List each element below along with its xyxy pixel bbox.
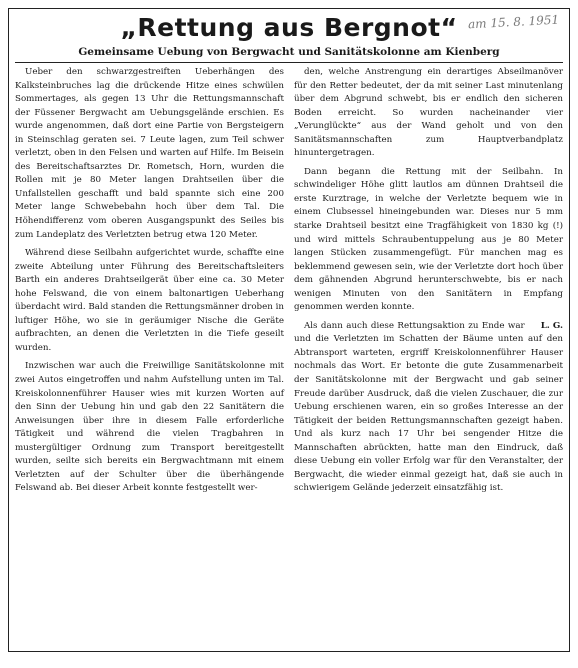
newspaper-clipping <box>8 8 570 652</box>
paragraph: Ueber den schwarzgestreiften Ueberhängen des Kalksteinbruches lag die drückende Hitze eines schwülen Sommertages, als gegen 13 Uhr die Rettungsmannschaft der Füssener Bergwacht am Uebungsgelände erschien. Es wurde angenommen, daß dort eine Partie von Bergsteigern in Steinschlag geraten sei. 7 Leute lagen, zum Teil schwer verletzt, oben in den Felsen und warten auf Hilfe. Im Beisein des Bereitschaftsarztes Dr. Rometsch, Horn, wurden die Rollen mit je 80 Meter langen Drahtseilen über die Unfallstellen geschafft und bald spannte sich eine 200 Meter lange Schwebebahn hoch über dem Tal. Die Höhendifferenz vom oberen Ausgangspunkt des Seiles bis zum Landeplatz des Verletzten betrug etwa 120 Meter. <box>15 67 284 240</box>
paragraph: Inzwischen war auch die Freiwillige Sanitätskolonne mit zwei Autos eingetroffen und nahm Aufstellung unten im Tal. Kreiskolonnenführer Hauser wies mit kurzen Worten auf den Sinn der Uebung hin und gab den 22 Sanitätern die Anweisungen über ihre in diesem Falle erforderliche Tätigkeit und während die vielen Tragbahren in mustergültiger Ordnung zum Transport bereitgestellt wurden, seilte sich bereits ein Bergwachtmann mit einem Verletzten auf der Schulter über die überhängende Felswand ab. Bei dieser Arbeit konnte festgestellt wer- <box>15 361 284 494</box>
right-column <box>294 66 563 496</box>
article-headline: „Rettung aus Bergnot“ <box>120 13 458 42</box>
paragraph: Dann begann die Rettung mit der Seilbahn. In schwindeliger Höhe glitt lautlos am dünnen Drahtseil die erste Kurztrage, in welche der Verletzte bequem wie in einem Clubsessel hineingebunden war. Dieses nur 5 mm starke Drahtseil besitzt eine Tragfähigkeit von 1830 kg (!) und wird mittels Schraubentuppelung aus je 80 Meter langen Stücken zusammengefügt. Für manchen mag es beklemmend gewesen sein, wie der Verletzte dort hoch über dem gähnenden Abgrund herunterschwebte, bis er nach wenigen Minuten von den Sanitätern in Empfang genommen werden konnte. <box>294 166 563 313</box>
paragraph-text: Als dann auch diese Rettungsaktion zu Ende war und die Verletzten im Schatten der Bäume unten auf den Abtransport warteten, ergriff Kreiskolonnenführer Hauser nochmals das Wort. Er betonte die gute Zusammenarbeit der Sanitätskolonne mit der Bergwacht und gab seiner Freude darüber Ausdruck, daß die vielen Zuschauer, die zur Uebung erschienen waren, ein so großes Interesse an der Tätigkeit der beiden Rettungsmannschaften gezeigt haben. Und als kurz nach 17 Uhr bei sengender Hitze die Mannschaften abrückten, hatte man den Eindruck, daß diese Uebung ein voller Erfolg war für den Veranstalter, der Bergwacht, die wieder einmal gezeigt hat, daß sie auch in schwierigem Gelände jederzeit einsatzfähig ist. <box>294 320 563 494</box>
paragraph-last <box>294 320 563 496</box>
left-column <box>15 66 284 496</box>
paragraph: Während diese Seilbahn aufgerichtet wurde, schaffte eine zweite Abteilung unter Führung des Bereitschaftsleiters Barth ein anderes Drahtseilgerät über eine ca. 30 Meter hohe Felswand, die von einem baltonartigen Ueberhang überdacht wird. Bald standen die Rettungsmänner droben in luftiger Höhe, wo sie in geräumiger Nische die Geräte aufbrachten, an denen die Verletzten in die Tiefe geseilt wurden. <box>15 248 284 353</box>
paragraph: den, welche Anstrengung ein derartiges Abseilmanöver für den Retter bedeutet, der da mit seiner Last minutenlang über dem Abgrund schwebt, bis er endlich den sicheren Boden erreicht. So wurden nacheinander vier „Verunglückte“ aus der Wand geholt und von den Sanitätsmannschaften zum Hauptverbandplatz hinuntergetragen. <box>294 67 563 159</box>
author-signature: L. G. <box>540 320 563 331</box>
article-subtitle: Gemeinsame Uebung von Bergwacht und Sanitätskolonne am Kienberg <box>78 46 500 58</box>
article-body <box>15 62 563 496</box>
handwritten-date: am 15. 8. 1951 <box>467 12 560 32</box>
